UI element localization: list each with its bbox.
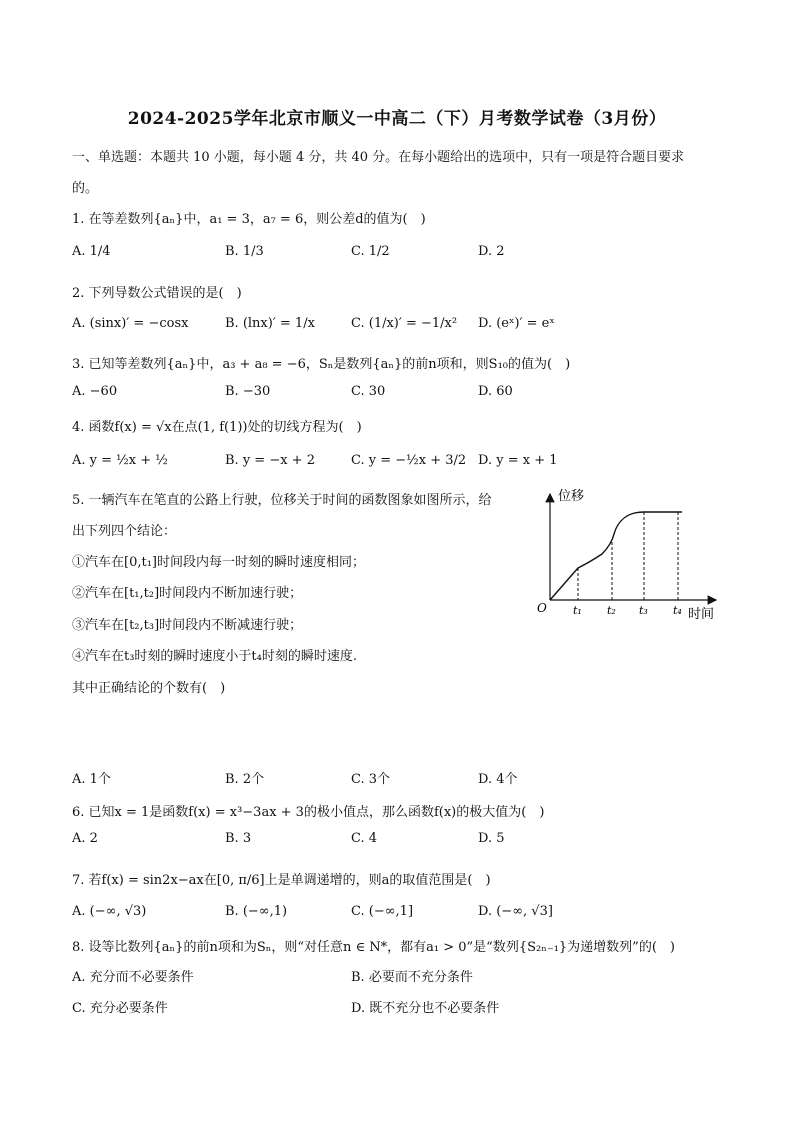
q7-option-b: B. (−∞,1) [225,904,288,919]
question-2-stem: 2. 下列导数公式错误的是( ) [72,286,242,301]
q8-option-b: B. 必要而不充分条件 [351,970,473,985]
origin-label: O [537,601,547,615]
q8-option-c: C. 充分必要条件 [72,1001,168,1016]
q1-option-b: B. 1/3 [225,244,264,259]
q5-option-b: B. 2个 [225,772,265,787]
q1-option-d: D. 2 [478,244,505,259]
q8-option-a: A. 充分而不必要条件 [72,970,194,985]
question-1-stem: 1. 在等差数列{aₙ}中，a₁ = 3，a₇ = 6，则公差d的值为( ) [72,212,426,227]
question-5-options [72,768,732,788]
q5-option-d: D. 4个 [478,772,518,787]
question-5-stem-cont: 出下列四个结论： [72,524,177,539]
q3-option-b: B. −30 [225,384,271,399]
q3-option-c: C. 30 [351,384,386,399]
question-6-options [72,831,732,851]
q5-option-c: C. 3个 [351,772,391,787]
q4-option-c: C. y = −½x + 3/2 [351,453,467,468]
question-3-stem: 3. 已知等差数列{aₙ}中，a₃ + a₈ = −6，Sₙ是数列{aₙ}的前n项和，则S₁₀的值为( ) [72,357,571,372]
question-4-options [72,453,732,473]
q4-option-b: B. y = −x + 2 [225,453,315,468]
question-6-stem: 6. 已知x = 1是函数f(x) = x³−3ax + 3的极小值点，那么函数f(x)的极大值为( ) [72,805,545,820]
q1-option-a: A. 1/4 [72,244,111,259]
section-heading-cont: 的。 [72,181,99,196]
q7-option-c: C. (−∞,1] [351,904,414,919]
q4-option-a: A. y = ½x + ½ [72,453,168,468]
q5-conclusion-1: ①汽车在[0,t₁]时间段内每一时刻的瞬时速度相同； [72,555,365,570]
q5-conclusion-2: ②汽车在[t₁,t₂]时间段内不断加速行驶； [72,586,303,601]
question-1-options [72,244,732,264]
q6-option-d: D. 5 [478,831,505,846]
question-5-stem: 5. 一辆汽车在笔直的公路上行驶，位移关于时间的函数图象如图所示，给 [72,493,492,508]
x-axis-label: 时间 [688,607,715,622]
q5-conclusion-3: ③汽车在[t₂,t₃]时间段内不断减速行驶； [72,618,303,633]
tick-t4: t₄ [673,604,682,617]
question-3-options [72,384,732,404]
question-4-stem: 4. 函数f(x) = √x在点(1, f(1))处的切线方程为( ) [72,420,362,435]
question-7-options [72,904,732,924]
tick-t2: t₂ [607,604,616,617]
q2-option-a: A. (sinx)′ = −cosx [72,316,189,331]
y-axis-label: 位移 [558,489,585,504]
q7-option-d: D. (−∞, √3] [478,904,553,919]
q2-option-c: C. (1/x)′ = −1/x² [351,316,458,331]
q2-option-b: B. (lnx)′ = 1/x [225,316,315,331]
tick-t3: t₃ [639,604,648,617]
question-7-stem: 7. 若f(x) = sin2x−ax在[0, π/6]上是单调递增的，则a的取值范围是( ) [72,873,491,888]
q5-option-a: A. 1个 [72,772,111,787]
q1-option-c: C. 1/2 [351,244,390,259]
displacement-curve [550,512,682,600]
section-heading: 一、单选题：本题共 10 小题，每小题 4 分，共 40 分。在每小题给出的选项中，只有一项是符合题目要求 [72,150,685,165]
q6-option-c: C. 4 [351,831,378,846]
q5-conclusion-4: ④汽车在t₃时刻的瞬时速度小于t₄时刻的瞬时速度. [72,649,358,664]
question-5-prompt: 其中正确结论的个数有( ) [72,681,226,696]
question-8-options-row2 [72,997,732,1017]
exam-title: 2024-2025学年北京市顺义一中高二（下）月考数学试卷（3月份） [127,109,667,129]
displacement-time-graph [528,484,728,624]
q6-option-b: B. 3 [225,831,252,846]
q3-option-d: D. 60 [478,384,513,399]
question-2-options [72,316,732,336]
q4-option-d: D. y = x + 1 [478,453,558,468]
q3-option-a: A. −60 [72,384,118,399]
tick-t1: t₁ [573,604,582,617]
q7-option-a: A. (−∞, √3) [72,904,147,919]
q2-option-d: D. (eˣ)′ = eˣ [478,316,555,331]
q8-option-d: D. 既不充分也不必要条件 [351,1001,500,1016]
question-8-options-row1 [72,966,732,986]
question-8-stem: 8. 设等比数列{aₙ}的前n项和为Sₙ，则“对任意n ∈ N*，都有a₁ > 0”是“数列{S₂ₙ₋₁}为递增数列”的( ) [72,940,675,955]
q6-option-a: A. 2 [72,831,98,846]
